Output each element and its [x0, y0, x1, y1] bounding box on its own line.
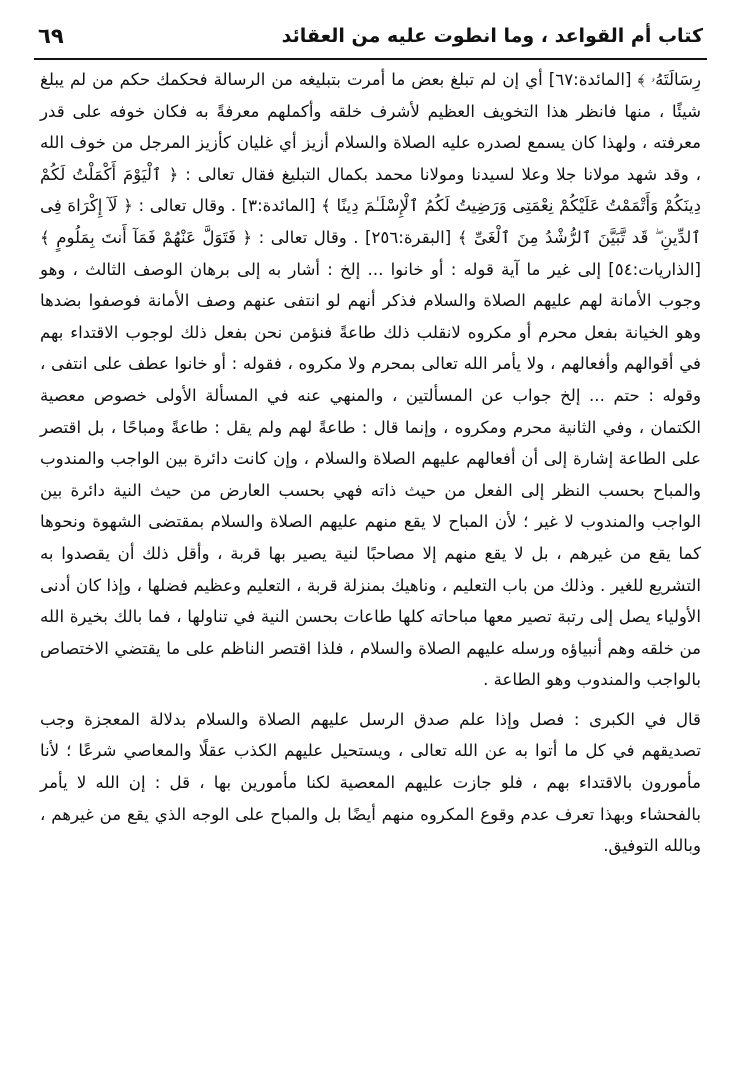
page-number: ٦٩ [38, 24, 64, 48]
header-divider [34, 58, 707, 60]
body-text [40, 64, 701, 862]
running-header [38, 8, 703, 56]
paragraph: قال في الكبرى : فصل وإذا علم صدق الرسل عليهم الصلاة والسلام بدلالة المعجزة وجب تصديقهم في كل ما أتوا به عن الله تعالى ، ويستحيل عليهم الكذب عقلًا والمعاصي شرعًا ؛ لأنا مأمورون بالاقتداء بهم ، فلو جازت عليهم المعصية لكنا مأمورين بها ، قل : إن الله لا يأمر بالفحشاء وبهذا تعرف عدم وقوع المكروه منهم أيضًا بل والمباح على الوجه الذي يقع من غيرهم ، وبالله التوفيق. [40, 709, 701, 856]
paragraph: رِسَالَتَهُۥ ﴾ [المائدة:٦٧] أي إن لم تبلغ بعض ما أمرت بتبليغه من الرسالة فحكمك حكم من لم يبلغ شيئًا ، منها فانظر هذا التخويف العظيم لأشرف خلقه وأكملهم معرفةً به فكان خوفه على قدر معرفته ، ولهذا كان يسمع لصدره عليه الصلاة والسلام أزيز أي غليان كأزيز المرجل من خوف الله ، وقد شهد مولانا جلا وعلا لسيدنا ومولانا محمد بكمال التبليغ فقال تعالى : ﴿ ٱلْيَوْمَ أَكْمَلْتُ لَكُمْ دِينَكُمْ وَأَتْمَمْتُ عَلَيْكُمْ نِعْمَتِى وَرَضِيتُ لَكُمُ ٱلْإِسْلَـٰمَ دِينًا ﴾ [المائدة:٣] . وقال تعالى : ﴿ لَآ إِكْرَاهَ فِى ٱلدِّينِ ۖ قَد تَّبَيَّنَ ٱلرُّشْدُ مِنَ ٱلْغَىِّ ﴾ [البقرة:٢٥٦] . وقال تعالى : ﴿ فَتَوَلَّ عَنْهُمْ فَمَآ أَنتَ بِمَلُومٍ ﴾ [الذاريات:٥٤] إلى غير ما آية قوله : أو خانوا ... إلخ : أشار به إلى برهان الوصف الثالث ، وهو وجوب الأمانة لهم عليهم الصلاة والسلام فذكر أنهم لو انتفى عنهم وصف الأمانة فوصفوا بضدها وهو الخيانة بفعل محرم أو مكروه لانقلب ذلك طاعةً فنؤمن نحن بفعل ذلك لوجوب الاقتداء بهم في أقوالهم وأفعالهم ، ولا يأمر الله تعالى بمحرم ولا مكروه ، فقوله : أو خانوا عطف على انتفى ، وقوله : حتم ... إلخ جواب عن المسألتين ، والمنهي عنه في المسألة الأولى خصوص معصية الكتمان ، وفي الثانية محرم ومكروه ، وإنما قال : طاعةً لهم ولم يقل : طاعةً ومباحًا ، بل اقتصر على الطاعة إشارة إلى أن أفعالهم عليهم الصلاة والسلام ، وإن كانت دائرة بين الواجب والمندوب والمباح بحسب النظر إلى الفعل من حيث ذاته فهي بحسب العارض من حيث النية دائرة بين الواجب والمندوب لا غير ؛ لأن المباح لا يقع منهم عليهم الصلاة والسلام بمقتضى الشهوة ونحوها كما يقع من غيرهم ، بل لا يقع منهم إلا مصاحبًا لنية يصير بها قربة ، وأقل ذلك أن يقصدوا به التشريع للغير . وذلك من باب التعليم ، وناهيك بمنزلة قربة ، التعليم وعظيم فضلها ، وإذا كان أدنى الأولياء يصل إلى رتبة تصير معها مباحاته كلها طاعات بحسن النية في تناولها ، فما بالك بخيرة الله من خلقه وهم أنبياؤه ورسله عليهم الصلاة والسلام ، فلذا اقتصر الناظم على ما يقتضي الاختصاص بالواجب والمندوب وهو الطاعة . [40, 70, 702, 690]
header-title: كتاب أم القواعد ، وما انطوت عليه من العقائد [281, 25, 703, 47]
